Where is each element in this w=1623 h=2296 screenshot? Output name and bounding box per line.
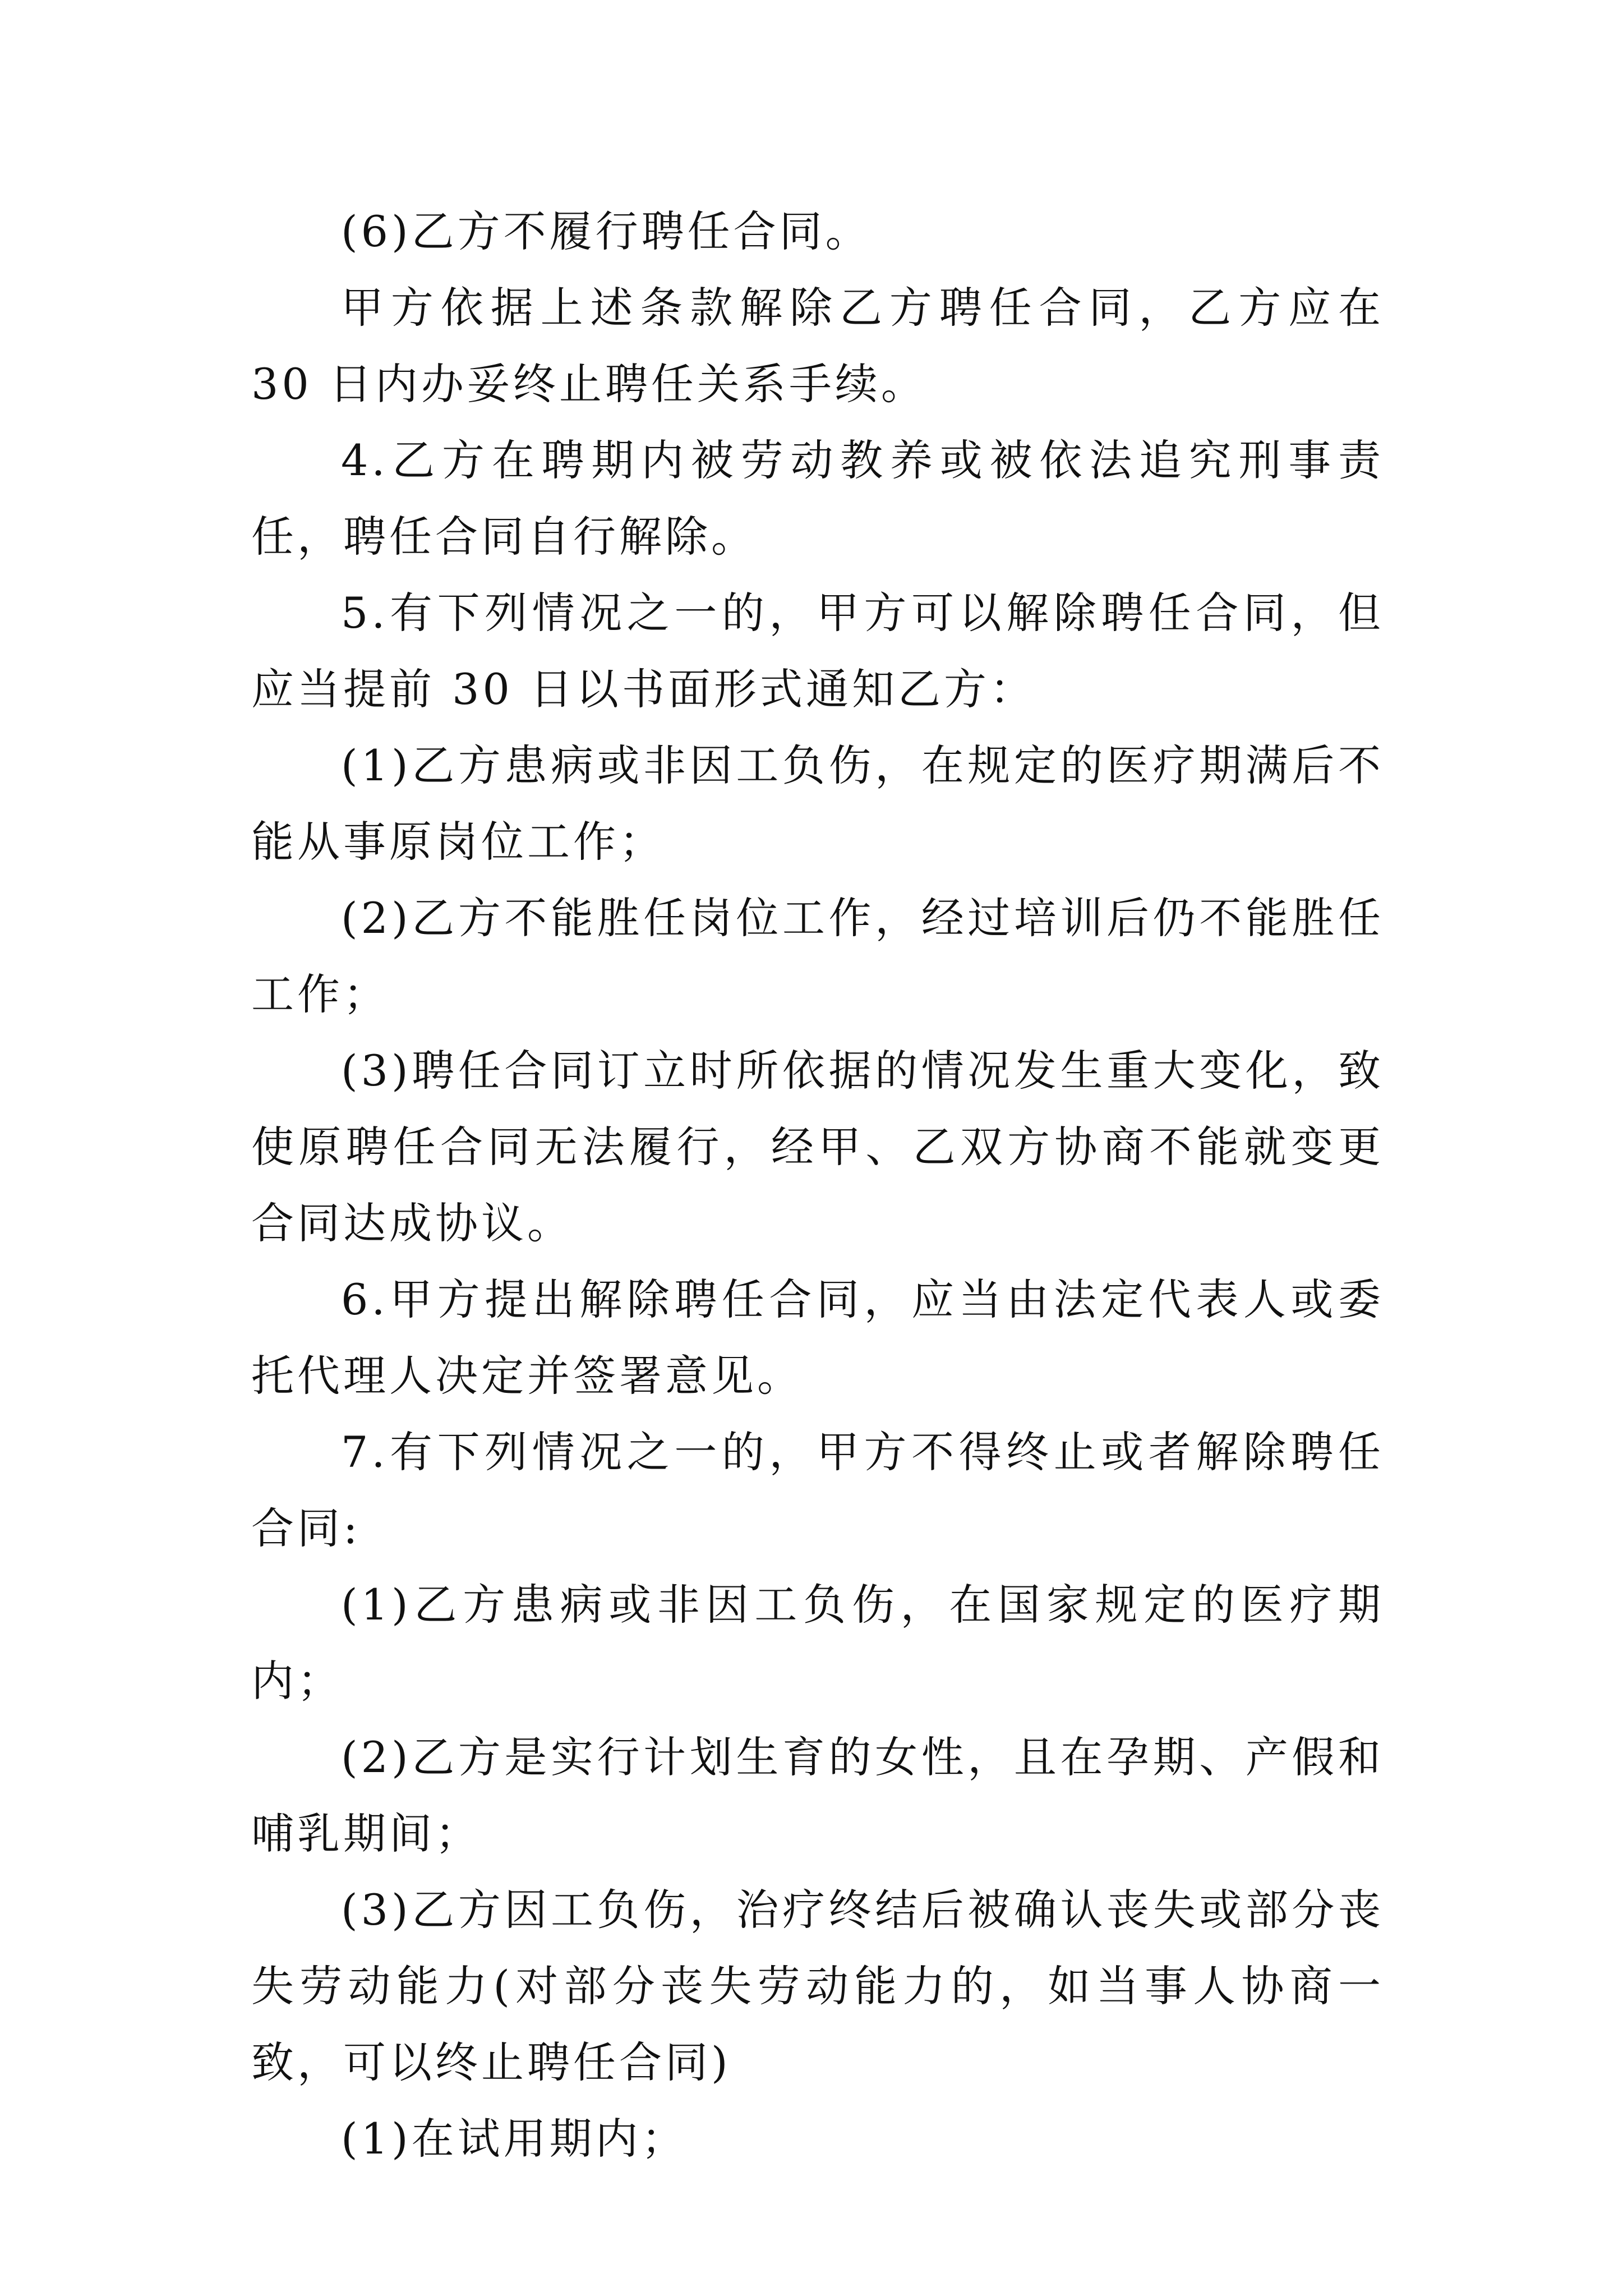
paragraph: (3)聘任合同订立时所依据的情况发生重大变化，致使原聘任合同无法履行，经甲、乙双方协商不能就变更合同达成协议。 (251, 1046, 1384, 1248)
paragraph: 6.甲方提出解除聘任合同，应当由法定代表人或委托代理人决定并签署意见。 (251, 1274, 1384, 1401)
paragraph: (1)乙方患病或非因工负伤，在国家规定的医疗期内； (251, 1580, 1384, 1706)
paragraph: (3)乙方因工负伤，治疗终结后被确认丧失或部分丧失劳动能力(对部分丧失劳动能力的，如当事人协商一致，可以终止聘任合同) (251, 1885, 1384, 2087)
paragraph: (1)在试用期内； (341, 2114, 688, 2164)
paragraph: 甲方依据上述条款解除乙方聘任合同，乙方应在 30 日内办妥终止聘任关系手续。 (251, 283, 1384, 409)
paragraph: 7.有下列情况之一的，甲方不得终止或者解除聘任合同: (251, 1427, 1384, 1553)
document-body (251, 194, 1384, 2177)
paragraph: (2)乙方不能胜任岗位工作，经过培训后仍不能胜任工作； (251, 893, 1384, 1019)
paragraph: (1)乙方患病或非因工负伤，在规定的医疗期满后不能从事原岗位工作； (251, 740, 1384, 867)
paragraph: 4.乙方在聘期内被劳动教养或被依法追究刑事责任，聘任合同自行解除。 (251, 435, 1384, 562)
paragraph: (2)乙方是实行计划生育的女性，且在孕期、产假和哺乳期间； (251, 1732, 1384, 1858)
paragraph: (6)乙方不履行聘任合同。 (341, 206, 872, 256)
paragraph: 5.有下列情况之一的，甲方可以解除聘任合同，但应当提前 30 日以书面形式通知乙方： (251, 588, 1384, 714)
